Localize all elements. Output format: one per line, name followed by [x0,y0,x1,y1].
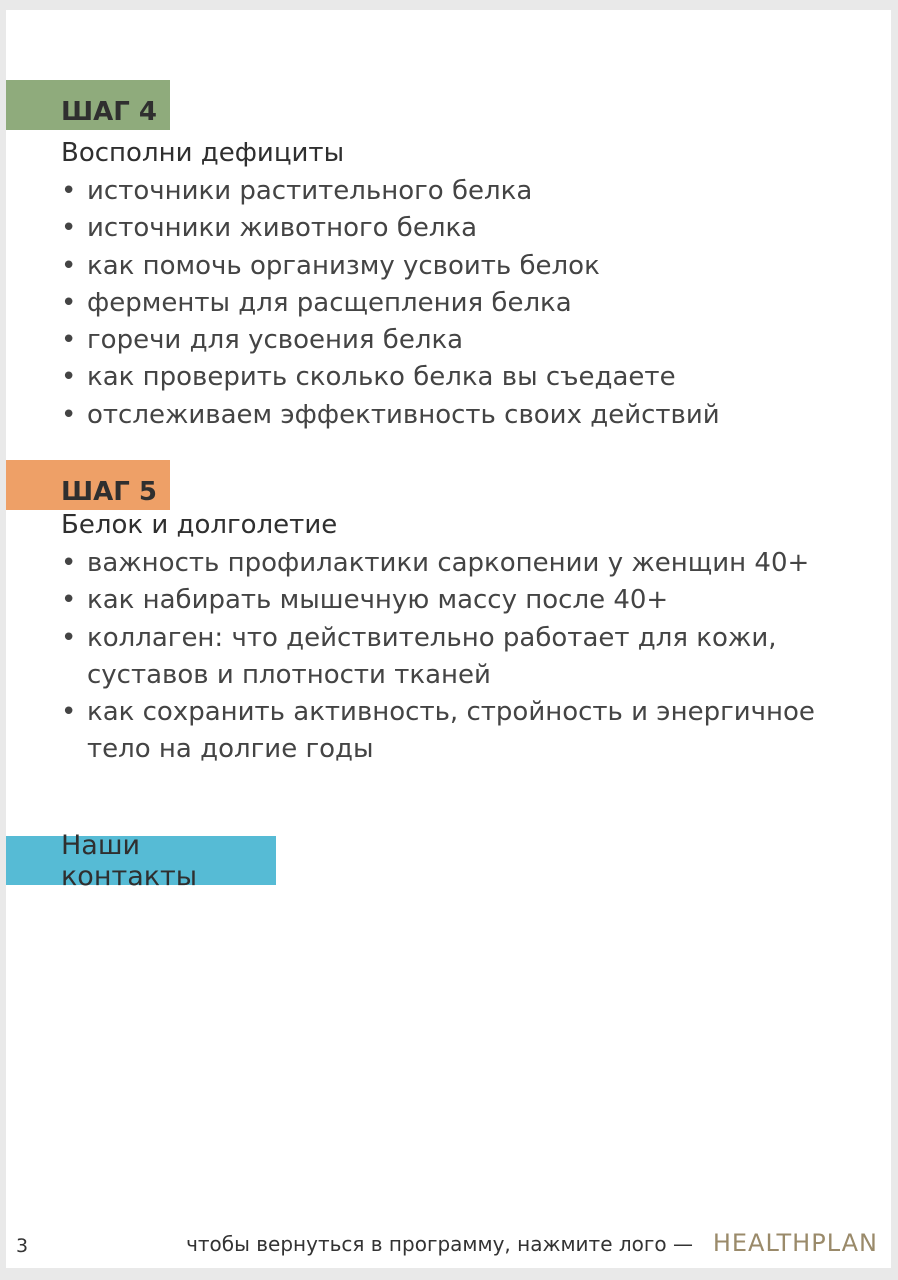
step-5-tag-label: ШАГ 5 [61,477,157,507]
list-item: • отслеживаем эффективность своих действий [61,397,851,434]
list-item: • важность профилактики саркопении у женщин 40+ [61,545,851,582]
list-item: • как проверить сколько белка вы съедаете [61,359,851,396]
list-item: • источники животного белка [61,210,851,247]
list-item: • источники растительного белка [61,173,851,210]
step-4-title: Восполни дефициты [61,138,345,168]
step-5-tag [6,460,170,510]
contacts-button-label: Наши контакты [61,829,198,892]
contacts-button[interactable] [6,829,276,892]
healthplan-logo-link[interactable]: HEALTHPLAN [712,1229,878,1257]
list-item: • горечи для усвоения белка [61,322,851,359]
list-item: • ферменты для расщепления белка [61,285,851,322]
step-4-tag [6,80,170,130]
list-item: • как сохранить активность, стройность и энергичное тело на долгие годы [61,694,851,769]
list-item: • как помочь организму усвоить белок [61,248,851,285]
step-4-tag-label: ШАГ 4 [61,97,157,127]
step-5-title: Белок и долголетие [61,510,338,540]
list-item: • как набирать мышечную массу после 40+ [61,582,851,619]
step-4-list [61,173,851,434]
list-item: • коллаген: что действительно работает для кожи, суставов и плотности тканей [61,620,851,695]
document-page [6,10,891,1268]
step-5-list [61,545,851,769]
page-number: 3 [16,1235,29,1257]
footer-hint: чтобы вернуться в программу, нажмите лого — [186,1232,693,1256]
